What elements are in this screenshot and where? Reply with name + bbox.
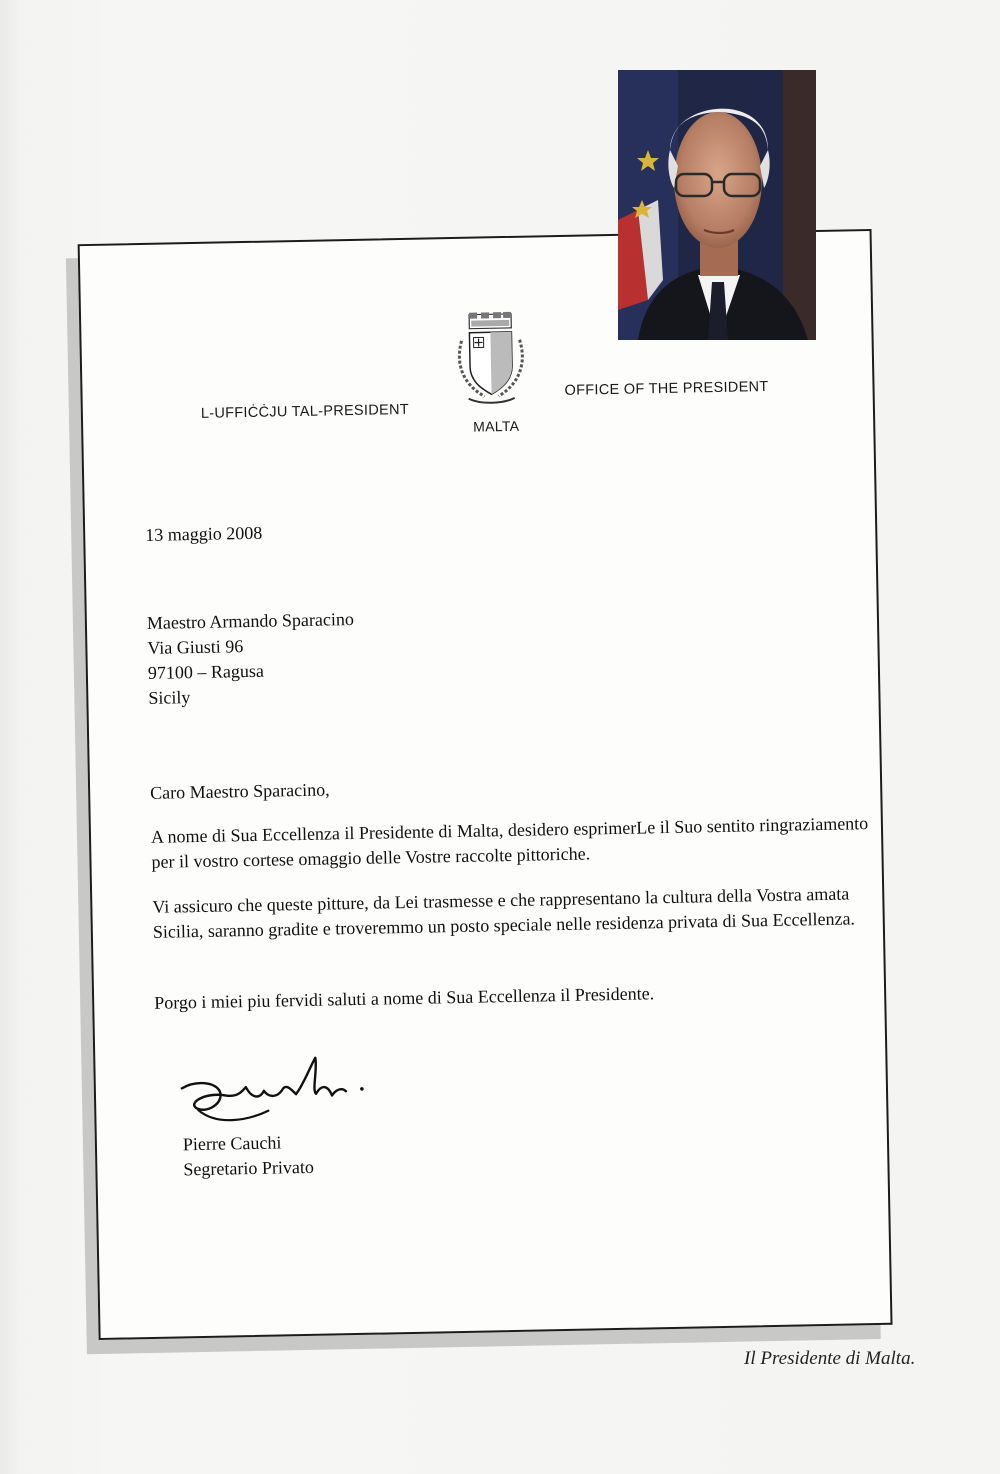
address-line: Via Giusti 96 bbox=[147, 636, 244, 658]
signer-block bbox=[183, 1130, 314, 1182]
paragraph: Porgo i miei piu fervidi saluti a nome di Sua Eccellenza il Presidente. bbox=[154, 983, 655, 1013]
salutation: Caro Maestro Sparacino, bbox=[149, 779, 330, 803]
coat-of-arms-icon bbox=[453, 310, 529, 407]
signer-title: Segretario Privato bbox=[183, 1156, 315, 1180]
letterhead-english: OFFICE OF THE PRESIDENT bbox=[564, 378, 769, 399]
letter-date: 13 maggio 2008 bbox=[145, 522, 263, 545]
address-line: 97100 – Ragusa bbox=[147, 660, 265, 683]
signer-name: Pierre Cauchi bbox=[182, 1132, 282, 1155]
recipient-address bbox=[147, 607, 356, 711]
letterhead-country: MALTA bbox=[473, 417, 520, 435]
paragraph: Vi assicuro che queste pitture, da Lei trasmesse e che rappresentano la cultura della Vostra amata Sicilia, saranno gradite e troveremmo un posto speciale nelle residenza privata di Sua Eccellenza. bbox=[152, 883, 856, 942]
president-portrait-photo bbox=[618, 70, 816, 340]
handwritten-signature bbox=[175, 1048, 416, 1133]
letter-sheet bbox=[78, 229, 893, 1340]
letterhead-maltese: L-UFFIĊĊJU TAL-PRESIDENT bbox=[200, 401, 410, 422]
paragraph: A nome di Sua Eccellenza il Presidente di Malta, desidero esprimerLe il Suo sentito ringraziamento per il vostro cortese omaggio delle Vostre raccolte pittoriche. bbox=[150, 813, 869, 872]
photo-caption: Il Presidente di Malta. bbox=[744, 1348, 916, 1369]
address-line: Sicily bbox=[148, 687, 191, 708]
address-line: Maestro Armando Sparacino bbox=[146, 608, 355, 633]
